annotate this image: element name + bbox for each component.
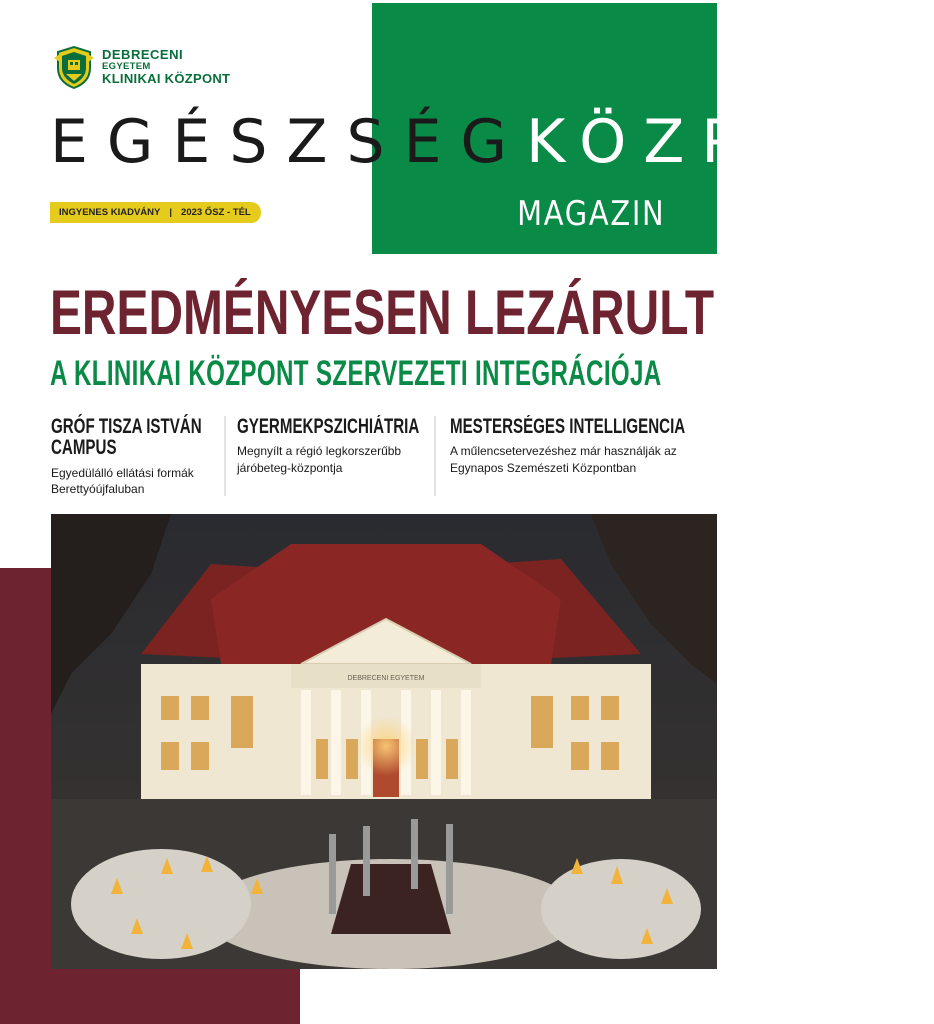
teaser-title-line-1: GRÓF TISZA ISTVÁN xyxy=(51,415,202,438)
free-issue-label: INGYENES KIADVÁNY xyxy=(59,207,161,218)
building-illustration xyxy=(51,514,717,969)
teaser-ai xyxy=(450,416,690,476)
masthead-part-1: EGÉSZSÉG xyxy=(50,107,526,177)
teaser-divider xyxy=(224,416,226,496)
teaser-description: A műlencsetervezéshez már használják az Egynapos Szemészeti Központban xyxy=(450,444,677,475)
cover-headline: EREDMÉNYESEN LEZÁRULT xyxy=(50,278,715,348)
cover-subheadline: A KLINIKAI KÖZPONT SZERVEZETI INTEGRÁCIÓJA xyxy=(50,354,662,393)
crest-icon xyxy=(52,44,96,90)
teaser-divider xyxy=(434,416,436,496)
teaser-description: Egyedülálló ellátási formák Berettyóújfaluban xyxy=(51,465,194,496)
issue-tag xyxy=(50,202,261,223)
logo-text xyxy=(102,48,230,85)
masthead-part-2: KÖZPONT xyxy=(526,107,934,177)
logo-line-3: KLINIKAI KÖZPONT xyxy=(102,70,231,86)
teaser-title: GYERMEKPSZICHIÁTRIA xyxy=(237,415,420,438)
logo-line-1: DEBRECENI xyxy=(102,47,184,63)
magazin-label: MAGAZIN xyxy=(516,194,665,234)
issue-date-label: 2023 ŐSZ - TÉL xyxy=(181,207,251,218)
teaser-title: MESTERSÉGES INTELLIGENCIA xyxy=(450,415,686,438)
university-logo xyxy=(52,44,230,90)
teaser-title-line-2: CAMPUS xyxy=(51,436,117,460)
masthead-title xyxy=(50,107,934,177)
teaser-title xyxy=(51,415,202,460)
teaser-child-psychiatry xyxy=(237,416,427,476)
teaser-description: Megnyílt a régió legkorszerűbb járóbeteg-központja xyxy=(237,444,402,475)
tag-separator: | xyxy=(169,207,173,218)
facade-inscription: DEBRECENI EGYETEM xyxy=(347,675,425,682)
logo-line-2: EGYETEM xyxy=(102,61,151,73)
cover-photo-building xyxy=(51,514,717,969)
teaser-campus xyxy=(51,416,221,497)
